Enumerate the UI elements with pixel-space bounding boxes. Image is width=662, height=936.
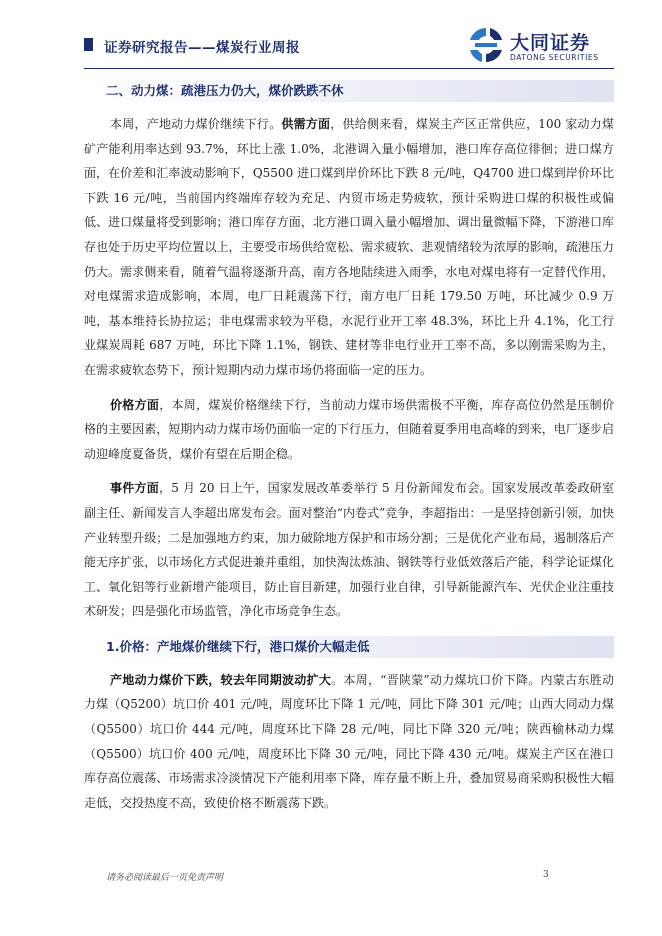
mine-price-label: 产地动力煤价下跌，较去年同期波动扩大 [110, 672, 332, 687]
event-paragraph: 事件方面，5 月 20 日上午，国家发展改革委举行 5 月份新闻发布会。国家发展改革委政研室副主任、新闻发言人李超出席发布会。面对整治“内卷式”竞争，李超指出：一是坚持创新引领，加快产业转型升级；二是加强地方约束，加力破除地方保护和市场分割；三是优化产业布局，遏制落后产能无序扩张，以市场化方式促进兼并重组，加快淘汰炼油、钢铁等行业低效落后产能，科学论证煤化工、氧化铝等行业新增产能项目，防止盲目新建，加强行业自律，引导新能源汽车、光伏企业注重技术研发；四是强化市场监管，净化市场竞争生态。 [84, 481, 614, 619]
page-number: 3 [543, 870, 549, 880]
report-title: 证券研究报告——煤炭行业周报 [104, 40, 300, 56]
logo-mark-icon [466, 26, 506, 64]
header-marker [84, 38, 93, 51]
subsection-heading: 1.价格：产地煤价继续下行，港口煤价大幅走低 [84, 636, 614, 658]
logo-english-name: DATONG SECURITIES [510, 53, 599, 62]
event-label: 事件方面 [110, 481, 160, 496]
price-label: 价格方面 [110, 397, 160, 412]
price-paragraph: 价格方面，本周，煤炭价格继续下行，当前动力煤市场供需极不平衡，库存高位仍然是压制价格的主要因素，短期内动力煤市场仍面临一定的下行压力，但随着夏季用电高峰的到来，电厂逐步启动迎峰度夏备货，煤价有望在后期企稳。 [84, 397, 614, 461]
supply-demand-label: 供需方面 [281, 117, 331, 131]
supply-demand-paragraph: 本周，产地动力煤价继续下行。供需方面，供给侧来看，煤炭主产区正常供应，100 家动力煤矿产能利用率达到 93.7%，环比上涨 1.0%，北港调入量小幅增加，港口库存高位徘徊；进口煤方面，在价差和汇率波动影响下，Q5500 进口煤到岸价环比下跌 8 元/吨，Q4700 进口煤到岸价环比下跌 16 元/吨，当前国内终端库存较为充足、内贸市场走势疲软，预计采购进口煤的积极性或偏低、进口煤量将受到影响；港口库存方面，北方港口调入量小幅增加、调出量微幅下降，下游港口库存也处于历史平均位置以上，主要受市场供给宽松、需求疲软、悲观情绪较为浓厚的影响，疏港压力仍大。需求侧来看，随着气温将逐渐升高，南方各地陆续进入雨季，水电对煤电将有一定替代作用，对电煤需求造成影响，本周，电厂日耗震荡下行，南方电厂日耗 179.50 万吨，环比减少 0.9 万吨，基本维持长协拉运；非电煤需求较为平稳，水泥行业开工率 48.3%，环比上升 4.1%，化工行业煤炭周耗 687 万吨，环比下降 1.1%，钢铁、建材等非电行业开工率不高，多以刚需采购为主，在需求疲软态势下，预计短期内动力煤市场仍将面临一定的压力。 [84, 117, 614, 377]
disclaimer-note: 请务必阅读最后一页免责声明 [106, 873, 224, 883]
page-header [84, 22, 614, 68]
report-body [84, 80, 614, 815]
logo-chinese-name: 大同证券 [510, 32, 591, 54]
company-logo [466, 24, 614, 66]
section-heading: 二、动力煤：疏港压力仍大，煤价跌跌不休 [84, 80, 614, 102]
mine-price-paragraph: 产地动力煤价下跌，较去年同期波动扩大。本周，“晋陕蒙”动力煤坑口价下降。内蒙古东胜动力煤（Q5200）坑口价 401 元/吨，周度环比下降 1 元/吨，同比下降 301 元/吨；山西大同动力煤（Q5500）坑口价 444 元/吨，周度环比下降 28 元/吨，同比下降 320 元/吨；陕西榆林动力煤（Q5500）坑口价 400 元/吨，周度环比下降 30 元/吨，同比下降 430 元/吨。煤炭主产区在港口库存高位震荡、市场需求冷淡情况下产能利用率下降，库存量不断上升，叠加贸易商采购积极性大幅走低，交投热度不高，致使价格不断震荡下跌。 [84, 672, 614, 810]
header-divider [84, 68, 614, 69]
